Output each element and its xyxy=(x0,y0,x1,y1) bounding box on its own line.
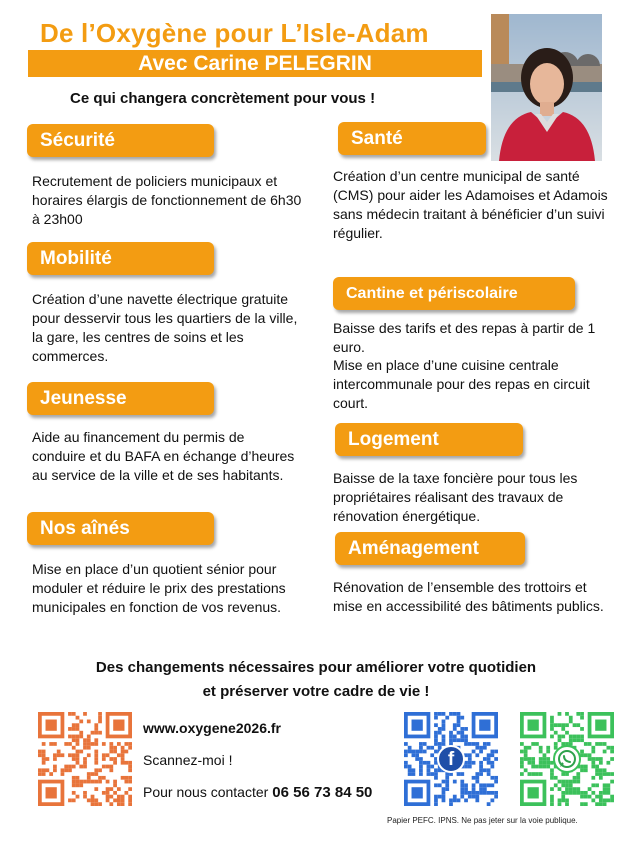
contact-line xyxy=(143,784,372,801)
tagline: Ce qui changera concrètement pour vous ! xyxy=(70,90,376,107)
facebook-qr-code[interactable] xyxy=(404,712,498,806)
section-text-jeunesse: Aide au financement du permis de conduire et du BAFA en échange d’heures au service de la ville et de ses habitants. xyxy=(32,429,295,483)
phone-number[interactable]: 06 56 73 84 50 xyxy=(272,784,373,801)
section-text-aines: Mise en place d’un quotient sénior pour moduler et réduire le prix des prestations municipales en fonction de vos revenus. xyxy=(32,561,286,615)
whatsapp-qr-code[interactable] xyxy=(520,712,614,806)
section-text-cantine-1: Baisse des tarifs et des repas à partir de 1 euro. xyxy=(333,320,596,355)
closing-line-2: et préserver votre cadre de vie ! xyxy=(202,683,430,700)
section-label-securite: Sécurité xyxy=(27,124,214,157)
section-text-securite: Recrutement de policiers municipaux et horaires élargis de fonctionnement de 6h30 à 23h00 xyxy=(32,173,302,227)
legal-notice: Papier PEFC. IPNS. Ne pas jeter sur la voie publique. xyxy=(387,816,578,825)
section-label-sante: Santé xyxy=(338,122,486,155)
section-label-aines: Nos aînés xyxy=(27,512,214,545)
website-qr-code[interactable] xyxy=(38,712,132,806)
section-text-cantine-2: Mise en place d’une cuisine centrale intercommunale pour des repas en circuit court. xyxy=(333,357,590,411)
section-label-amenagement: Aménagement xyxy=(335,532,525,565)
page-title: De l’Oxygène pour L’Isle-Adam xyxy=(40,18,429,48)
section-label-jeunesse: Jeunesse xyxy=(27,382,214,415)
facebook-icon: f xyxy=(437,745,465,773)
section-label-cantine: Cantine et périscolaire xyxy=(333,277,575,310)
closing-message xyxy=(20,656,612,704)
candidate-banner: Avec Carine PELEGRIN xyxy=(28,50,482,77)
section-text-amenagement: Rénovation de l’ensemble des trottoirs et mise en accessibilité des bâtiments publics. xyxy=(333,579,604,614)
candidate-photo-illustration xyxy=(491,14,602,161)
scan-prompt: Scannez-moi ! xyxy=(143,752,233,768)
candidate-photo xyxy=(491,14,602,161)
whatsapp-icon xyxy=(553,745,581,773)
qr-code-orange xyxy=(38,712,132,806)
section-text-logement: Baisse de la taxe foncière pour tous les propriétaires réalisant des travaux de rénovation énergétique. xyxy=(333,470,578,524)
website-link[interactable]: www.oxygene2026.fr xyxy=(143,720,281,736)
section-text-mobilite: Création d’une navette électrique gratuite pour desservir tous les quartiers de la ville, la gare, les centres de soins et les commerces. xyxy=(32,291,298,364)
contact-label: Pour nous contacter xyxy=(143,784,269,800)
closing-line-1: Des changements nécessaires pour améliorer votre quotidien xyxy=(95,659,537,676)
section-label-logement: Logement xyxy=(335,423,523,456)
section-label-mobilite: Mobilité xyxy=(27,242,214,275)
section-text-sante: Création d’un centre municipal de santé (CMS) pour aider les Adamoises et Adamois sans médecin traitant à bénéficier d’un suivi régulier. xyxy=(333,168,608,241)
